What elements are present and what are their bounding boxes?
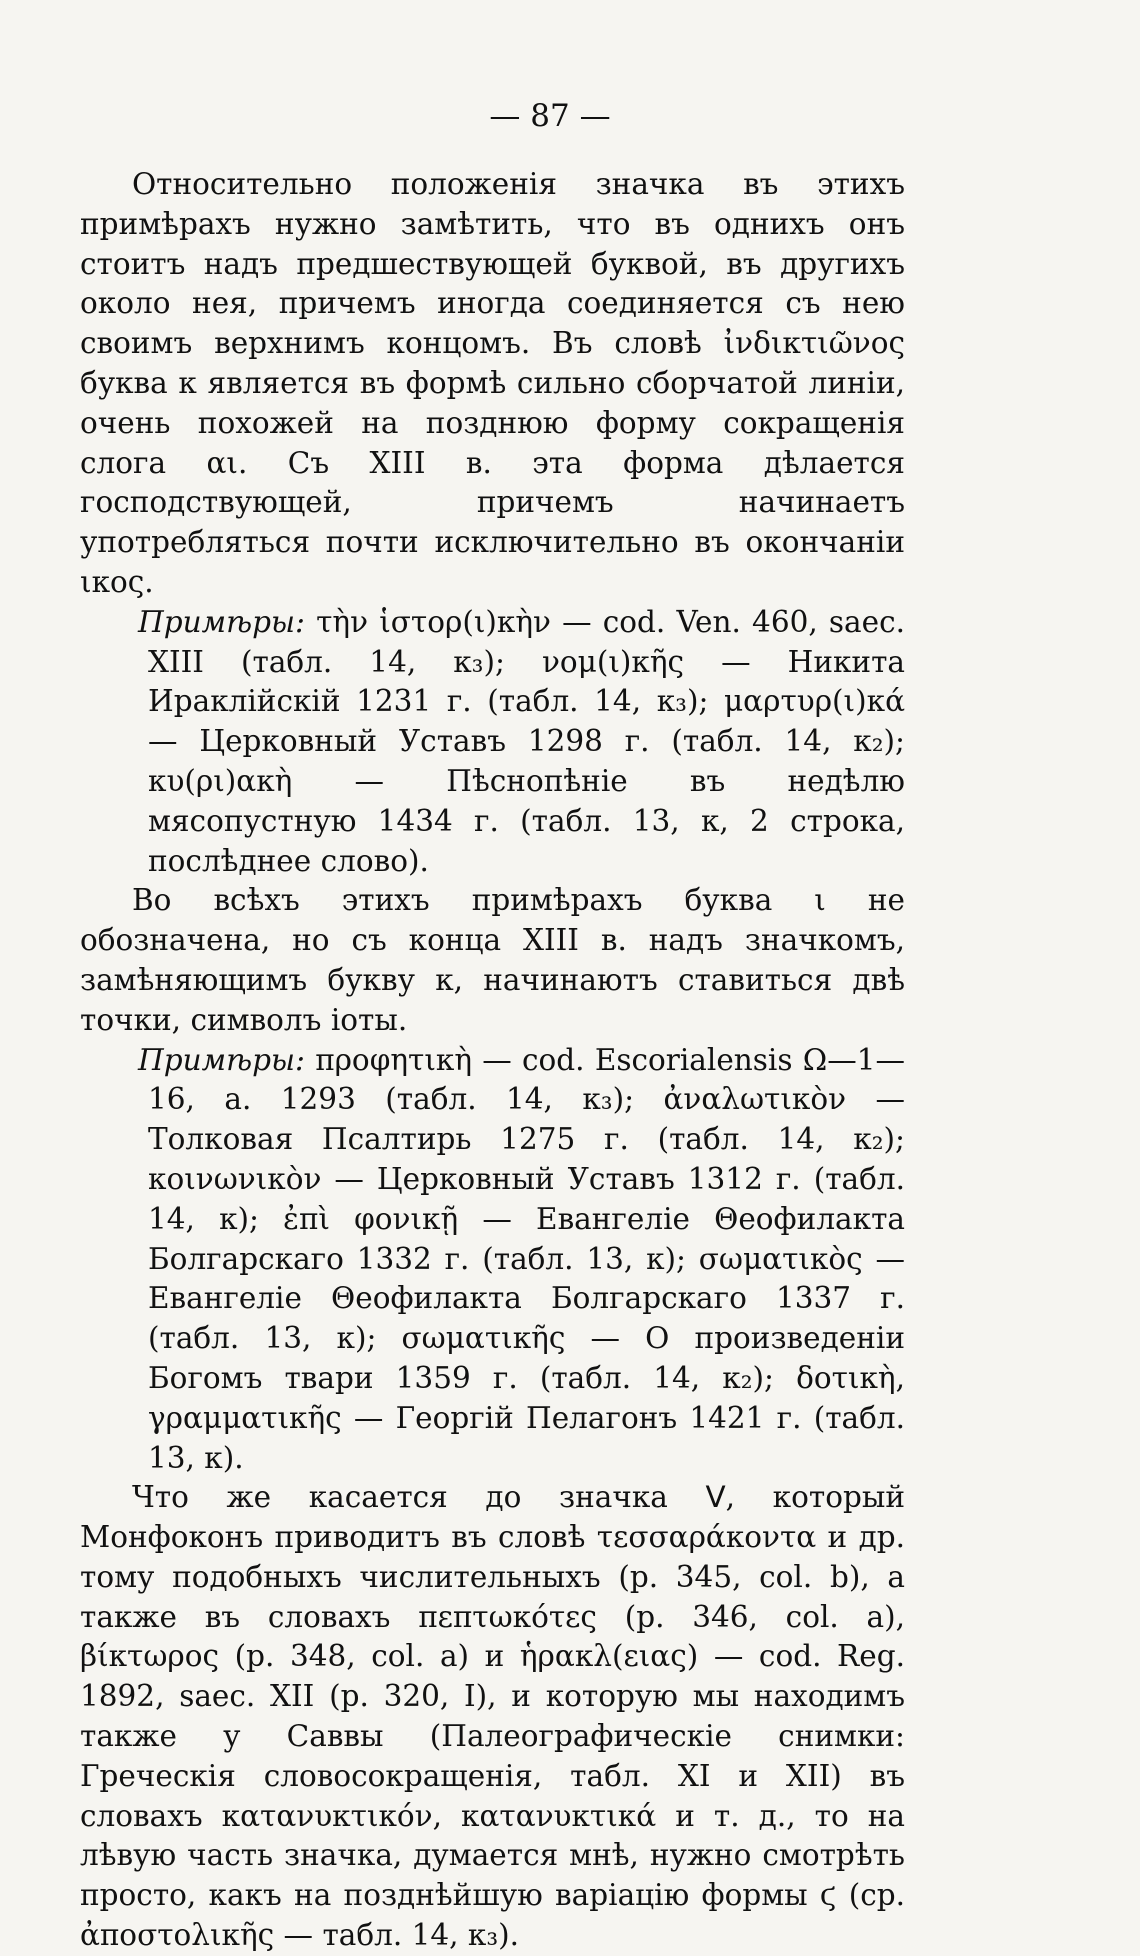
examples-2-lead: Примѣры: xyxy=(138,1042,305,1077)
paragraph-2: Во всѣхъ этихъ примѣрахъ буква ι не обозначена, но съ конца XIII в. надъ значкомъ, замѣняющимъ букву κ, начинаютъ ставиться двѣ точки, символъ іоты. xyxy=(80,883,905,1037)
body-text xyxy=(80,165,905,1956)
examples-1-lead: Примѣры: xyxy=(138,604,305,639)
examples-2-text: προφητικὴ — cod. Escorialensis Ω—1—16, a. 1293 (табл. 14, κ₃); ἀναλωτικὸν — Толковая Псалтирь 1275 г. (табл. 14, κ₂); κοινωνικὸν — Церковный Уставъ 1312 г. (табл. 14, κ); ἐπὶ φονικῇ — Евангеліе Θеофилакта Болгарскаго 1332 г. (табл. 13, κ); σωματικὸς — Евангеліе Θеофилакта Болгарскаго 1337 г. (табл. 13, κ); σωματικῆς — О произведеніи Богомъ твари 1359 г. (табл. 14, κ₂); δοτικὴ, γραμματικῆς — Георгій Пелагонъ 1421 г. (табл. 13, κ). xyxy=(148,1042,905,1475)
examples-2 xyxy=(80,1041,905,1479)
examples-1 xyxy=(80,603,905,882)
paragraph-1: Относительно положенія значка въ этихъ примѣрахъ нужно замѣтить, что въ однихъ онъ стоитъ надъ предшествующей буквой, въ другихъ около нея, причемъ иногда соединяется съ нею своимъ верхнимъ концомъ. Въ словѣ ἰνδικτιῶνος буква κ является въ формѣ сильно сборчатой линіи, очень похожей на позднюю форму сокращенія слога αι. Съ XIII в. эта форма дѣлается господствующей, причемъ начинаетъ употребляться почти исключительно въ окончаніи ικος. xyxy=(80,167,905,599)
examples-1-text: τὴν ἱστορ(ι)κὴν — cod. Ven. 460, saec. XIII (табл. 14, κ₃); νομ(ι)κῆς — Никита Ираклійскій 1231 г. (табл. 14, κ₃); μαρτυρ(ι)κά — Церковный Уставъ 1298 г. (табл. 14, κ₂); κυ(ρι)ακὴ — Пѣснопѣніе въ недѣлю мясопустную 1434 г. (табл. 13, κ, 2 строка, послѣднее слово). xyxy=(148,604,905,878)
paragraph-3: Что же касается до значка ᐯ, который Монфоконъ приводитъ въ словѣ τεσσαράκοντα и др. тому подобныхъ числительныхъ (p. 345, col. b), а также въ словахъ πεπτωκότες (p. 346, col. a), βίκτωρος (p. 348, col. a) и ἡρακλ(ειας) — cod. Reg. 1892, saec. XII (p. 320, I), и которую мы находимъ также у Саввы (Палеографическіе снимки: Греческія словосокращенія, табл. XI и XII) въ словахъ κατανυκτικόν, κατανυκτικά и т. д., то на лѣвую часть значка, думается мнѣ, нужно смотрѣть просто, какъ на позднѣйшую варіацію формы ϛ (ср. ἀποστολικῆς — табл. 14, κ₃). xyxy=(80,1480,905,1953)
page-number: — 87 — xyxy=(489,98,611,134)
